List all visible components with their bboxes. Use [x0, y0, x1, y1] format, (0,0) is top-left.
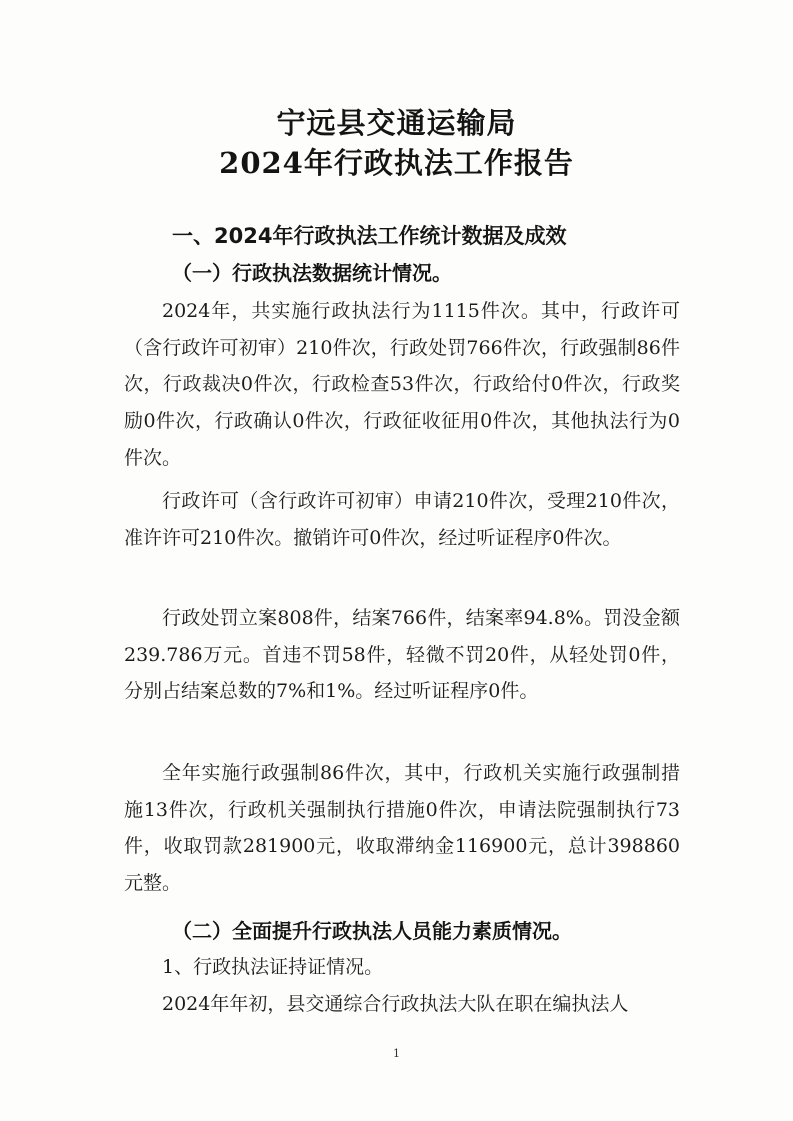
paragraph-penalties: 行政处罚立案808件，结案766件，结案率94.8%。罚没金额239.786万元。首违不罚58件，轻微不罚20件，从轻处罚0件，分别占结案总数的7%和1%。经过听证程序0件。 — [124, 607, 680, 703]
section-heading-statistics: 一、2024年行政执法工作统计数据及成效 — [172, 224, 567, 248]
paragraph-staff-intro: 2024年年初，县交通综合行政执法大队在职在编执法人 — [162, 993, 629, 1015]
item-heading-certificates: 1、行政执法证持证情况。 — [162, 956, 384, 978]
subsection-heading-data: （一）行政执法数据统计情况。 — [172, 261, 452, 285]
paragraph-enforcement-measures: 全年实施行政强制86件次，其中，行政机关实施行政强制措施13件次，行政机关强制执行措施0件次，申请法院强制执行73件，收取罚款281900元，收取滞纳金116900元，总计398860元整。 — [124, 762, 680, 895]
document-title-line2: 2024年行政执法工作报告 — [219, 146, 574, 180]
paragraph-enforcement-summary: 2024年，共实施行政执法行为1115件次。其中，行政许可（含行政许可初审）210件次，行政处罚766件次，行政强制86件次，行政裁决0件次，行政检查53件次，行政给付0件次，行政奖励0件次，行政确认0件次，行政征收征用0件次，其他执法行为0件次。 — [124, 300, 680, 469]
document-title-line1: 宁远县交通运输局 — [276, 106, 517, 140]
paragraph-licensing: 行政许可（含行政许可初审）申请210件次，受理210件次，准许许可210件次。撤销许可0件次，经过听证程序0件次。 — [124, 490, 680, 549]
subsection-heading-capability: （二）全面提升行政执法人员能力素质情况。 — [172, 919, 572, 943]
page-number: 1 — [393, 1047, 400, 1060]
